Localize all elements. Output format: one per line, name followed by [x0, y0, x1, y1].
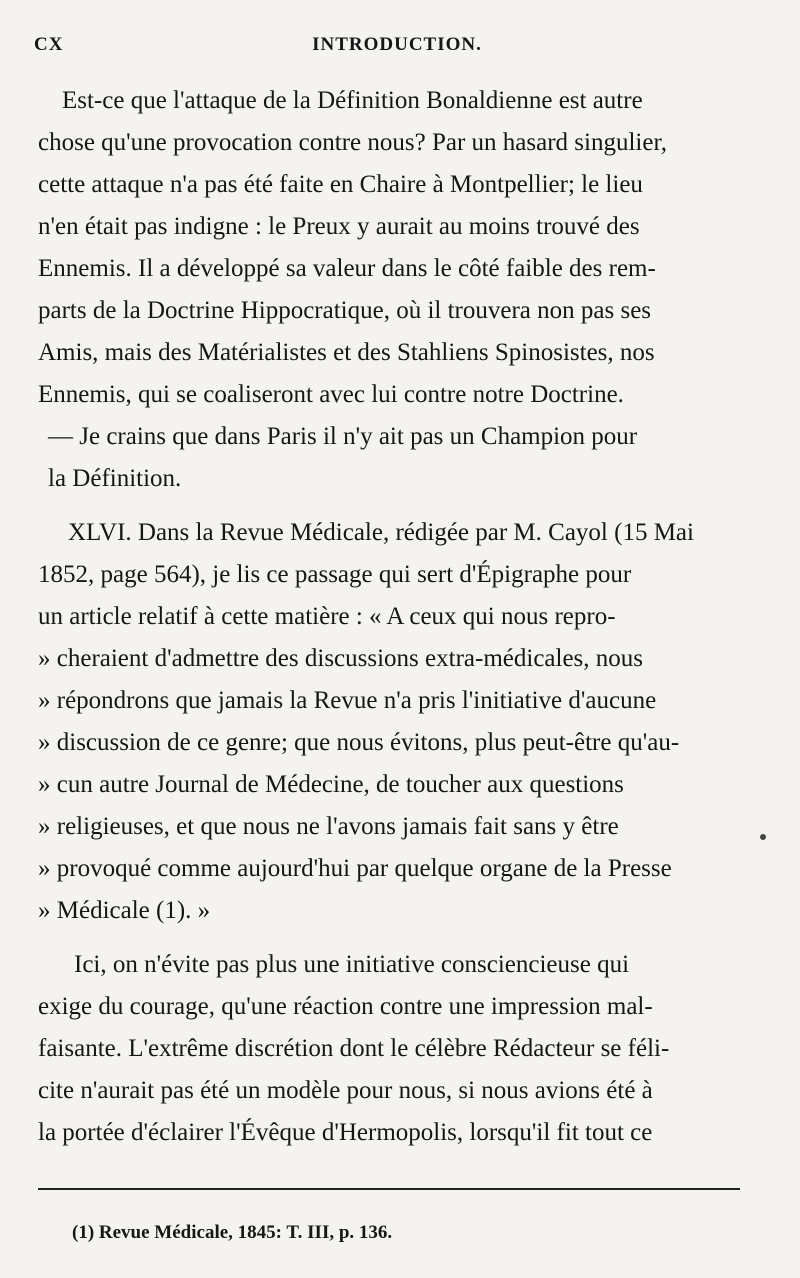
text-line: la Définition.	[48, 465, 182, 492]
text-line: Amis, mais des Matérialistes et des Stahliens Spinosistes, nos	[38, 339, 655, 366]
text-line: n'en était pas indigne : le Preux y aurait au moins trouvé des	[38, 213, 640, 240]
paragraph-3	[38, 944, 740, 1154]
text-line: » répondrons que jamais la Revue n'a pris l'initiative d'aucune	[38, 687, 657, 714]
text-line: Ennemis, qui se coaliseront avec lui contre notre Doctrine.	[38, 381, 624, 408]
text-line: chose qu'une provocation contre nous? Par un hasard singulier,	[38, 129, 668, 156]
running-head	[34, 34, 760, 64]
text-line: » Médicale (1). »	[38, 897, 211, 924]
footnote: (1) Revue Médicale, 1845: T. III, p. 136.	[72, 1222, 393, 1243]
footnote-rule	[38, 1188, 740, 1190]
text-line: Est-ce que l'attaque de la Définition Bonaldienne est autre	[62, 87, 643, 114]
text-line: faisante. L'extrême discrétion dont le célèbre Rédacteur se féli-	[38, 1035, 670, 1062]
body-text	[38, 80, 740, 1154]
paragraph-1	[38, 80, 740, 500]
text-line: Ici, on n'évite pas plus une initiative consciencieuse qui	[74, 951, 630, 978]
text-line: XLVI. Dans la Revue Médicale, rédigée par M. Cayol (15 Mai	[68, 519, 694, 546]
text-line: » discussion de ce genre; que nous évitons, plus peut-être qu'au-	[38, 729, 680, 756]
text-line: exige du courage, qu'une réaction contre une impression mal-	[38, 993, 653, 1020]
text-line: parts de la Doctrine Hippocratique, où il trouvera non pas ses	[38, 297, 652, 324]
text-line: cette attaque n'a pas été faite en Chaire à Montpellier; le lieu	[38, 171, 643, 198]
paragraph-2	[38, 512, 740, 932]
text-line: cite n'aurait pas été un modèle pour nous, si nous avions été à	[38, 1077, 653, 1104]
running-title: INTRODUCTION.	[312, 34, 482, 55]
text-line: » provoqué comme aujourd'hui par quelque organe de la Presse	[38, 855, 672, 882]
text-line: Ennemis. Il a développé sa valeur dans le côté faible des rem-	[38, 255, 656, 282]
text-line: » cun autre Journal de Médecine, de toucher aux questions	[38, 771, 624, 798]
text-line: » religieuses, et que nous ne l'avons jamais fait sans y être	[38, 813, 619, 840]
text-line: — Je crains que dans Paris il n'y ait pas un Champion pour	[48, 423, 638, 450]
page-number: CX	[34, 34, 64, 55]
ink-spot	[760, 834, 766, 840]
text-line: » cheraient d'admettre des discussions extra-médicales, nous	[38, 645, 644, 672]
text-line: la portée d'éclairer l'Évêque d'Hermopolis, lorsqu'il fit tout ce	[38, 1119, 653, 1146]
text-line: un article relatif à cette matière : « A ceux qui nous repro-	[38, 603, 616, 630]
text-line: 1852, page 564), je lis ce passage qui sert d'Épigraphe pour	[38, 561, 632, 588]
